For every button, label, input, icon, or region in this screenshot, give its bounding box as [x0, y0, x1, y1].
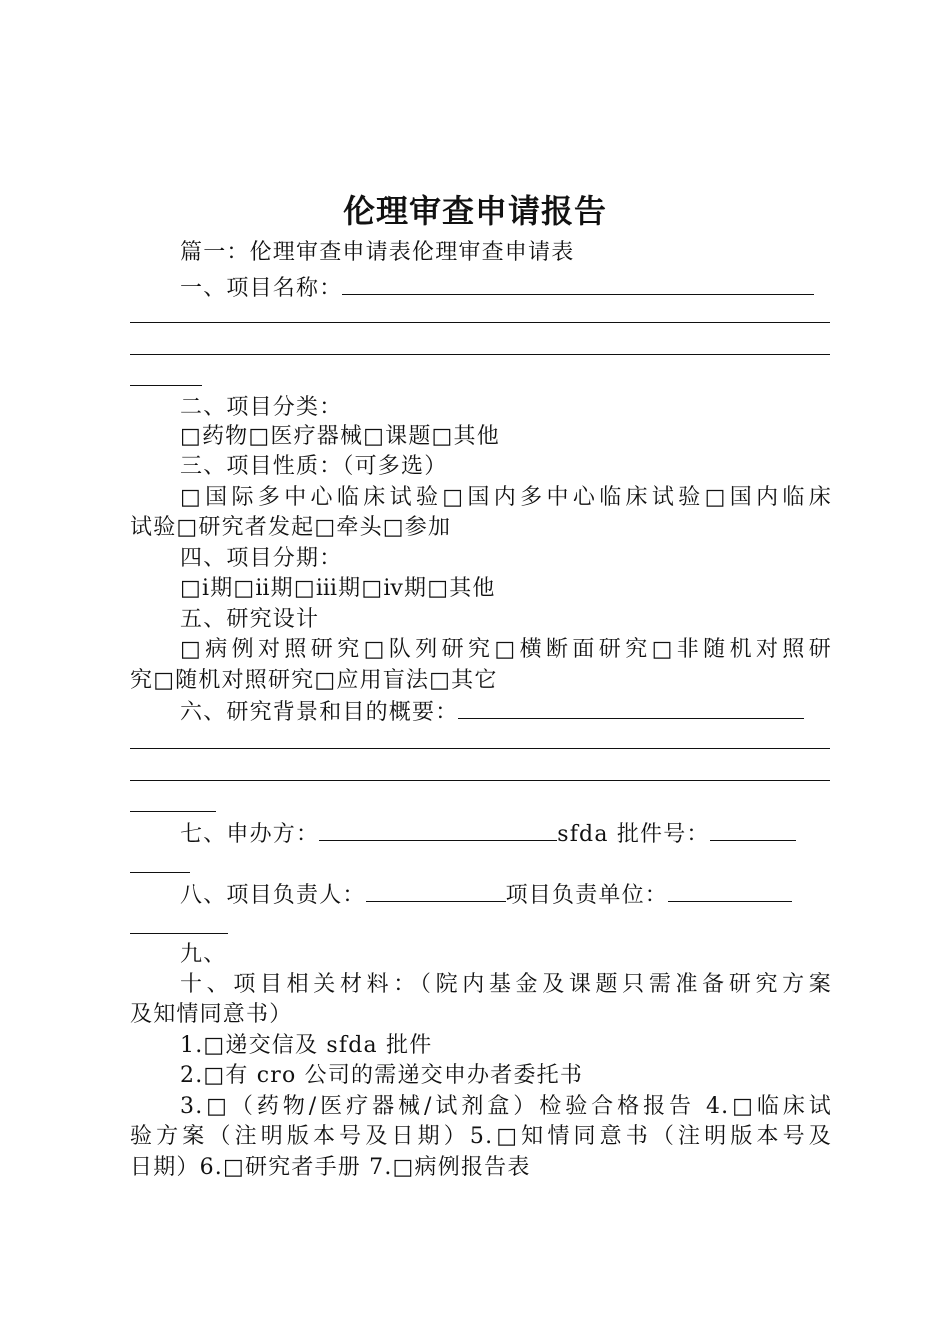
unit-blank	[668, 879, 792, 902]
project-name-label: 一、项目名称：	[180, 276, 343, 301]
leader-blank	[366, 879, 506, 902]
section-nine: 九、	[180, 942, 227, 967]
material-item-3: 3.□（药物/医疗器械/试剂盒）检验合格报告 4.□临床试	[180, 1094, 832, 1119]
blank-line-end	[130, 872, 190, 873]
design-options: □病例对照研究□队列研究□横断面研究□非随机对照研	[180, 637, 832, 662]
material-item-1: 1.□递交信及 sfda 批件	[180, 1033, 433, 1058]
sfda-blank	[710, 818, 796, 841]
sfda-label: sfda 批件号：	[557, 822, 710, 847]
sponsor-blank	[319, 818, 557, 841]
blank-line	[130, 780, 830, 781]
blank-line-end	[130, 811, 216, 812]
background-label: 六、研究背景和目的概要：	[180, 700, 459, 725]
nature-options: □国际多中心临床试验□国内多中心临床试验□国内临床	[180, 485, 832, 510]
section-phase: 四、项目分期：	[180, 546, 343, 571]
blank-line	[130, 748, 830, 749]
section-materials-cont: 及知情同意书）	[130, 1002, 293, 1027]
project-name-blank	[342, 272, 814, 295]
section-leader	[180, 879, 832, 911]
category-options: □药物□医疗器械□课题□其他	[180, 424, 500, 449]
blank-line	[130, 322, 830, 323]
section-sponsor	[180, 818, 832, 850]
section-project-name	[180, 272, 832, 304]
blank-line	[130, 354, 830, 355]
material-item-3-end: 日期）6.□研究者手册 7.□病例报告表	[130, 1155, 531, 1180]
section-design: 五、研究设计	[180, 607, 320, 632]
material-item-2: 2.□有 cro 公司的需递交申办者委托书	[180, 1063, 584, 1088]
leader-label: 八、项目负责人：	[180, 883, 366, 908]
sponsor-label: 七、申办方：	[180, 822, 320, 847]
blank-line-end	[130, 385, 202, 386]
intro-line: 篇一：伦理审查申请表伦理审查申请表	[180, 240, 575, 265]
nature-options-cont: 试验□研究者发起□牵头□参加	[130, 515, 452, 540]
background-blank	[458, 696, 804, 719]
section-category: 二、项目分类：	[180, 395, 343, 420]
blank-line-end	[130, 933, 228, 934]
material-item-3-cont: 验方案（注明版本号及日期）5.□知情同意书（注明版本号及	[130, 1124, 832, 1149]
section-materials: 十、项目相关材料：（院内基金及课题只需准备研究方案	[180, 972, 832, 997]
document-title: 伦理审查申请报告	[342, 192, 607, 230]
phase-options: □ⅰ期□ⅱ期□ⅲ期□ⅳ期□其他	[180, 576, 496, 601]
section-nature: 三、项目性质：（可多选）	[180, 454, 448, 479]
section-background	[180, 696, 832, 728]
design-options-cont: 究□随机对照研究□应用盲法□其它	[130, 668, 498, 693]
unit-label: 项目负责单位：	[505, 883, 669, 908]
